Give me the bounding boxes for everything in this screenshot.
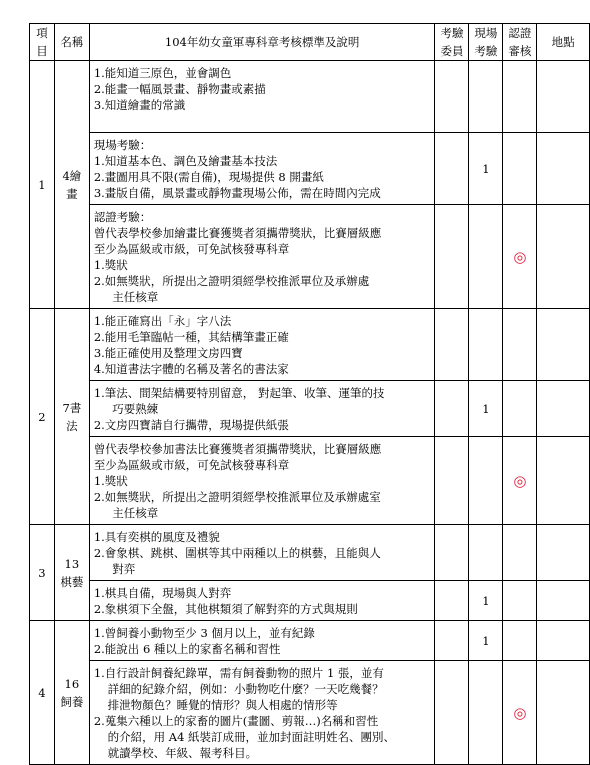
- criteria-line: 1.筆法、間架結構要特別留意， 對起筆、收筆、運筆的技: [93, 386, 385, 400]
- onsite-cell: [469, 661, 503, 765]
- criteria-cell: [89, 381, 435, 437]
- examiner-cell: [435, 581, 469, 621]
- criteria-line: 1.知道基本色、調色及繪畫基本技法: [93, 154, 278, 168]
- criteria-cell: [89, 205, 435, 309]
- criteria-line: 1.棋具自備，現場與人對弈: [93, 586, 232, 600]
- examiner-cell: [435, 309, 469, 381]
- criteria-line: 1.能正確寫出「永」字八法: [93, 314, 232, 328]
- examiner-cell: [435, 525, 469, 581]
- criteria-cell: [89, 437, 435, 525]
- criteria-line: 1.具有奕棋的風度及禮貌: [93, 530, 220, 544]
- onsite-cell: 1: [469, 381, 503, 437]
- row-index: 4: [30, 621, 55, 765]
- row-name: 16飼養: [54, 621, 89, 765]
- criteria-line: 2.文房四寶請自行攜帶，現場提供紙張: [93, 418, 289, 432]
- onsite-cell: 1: [469, 133, 503, 205]
- location-cell: [537, 661, 590, 765]
- header-title: 104年幼女童軍專科章考核標準及說明: [89, 24, 435, 61]
- criteria-line: 主任核章: [112, 506, 159, 520]
- location-cell: [537, 437, 590, 525]
- table-row: [30, 581, 590, 621]
- header-index: 項目: [30, 24, 55, 61]
- table-row: [30, 381, 590, 437]
- certify-cell: [503, 309, 537, 381]
- certify-cell: ◎: [503, 437, 537, 525]
- onsite-cell: [469, 437, 503, 525]
- criteria-line: 1.曾飼養小動物至少 3 個月以上，並有紀錄: [93, 626, 315, 640]
- location-cell: [537, 205, 590, 309]
- certify-cell: ◎: [503, 205, 537, 309]
- criteria-cell: [89, 133, 435, 205]
- location-cell: [537, 133, 590, 205]
- location-cell: [537, 381, 590, 437]
- criteria-line: 1.獎狀: [93, 474, 128, 488]
- table-row: [30, 525, 590, 581]
- onsite-cell: 1: [469, 581, 503, 621]
- location-cell: [537, 61, 590, 133]
- row-index: 1: [30, 61, 55, 309]
- criteria-cell: [89, 621, 435, 661]
- table-row: [30, 309, 590, 381]
- certify-cell: [503, 525, 537, 581]
- onsite-cell: [469, 525, 503, 581]
- criteria-line: 詳細的紀錄介紹，例如：小動物吃什麼？一天吃幾餐？: [107, 682, 384, 696]
- criteria-line: 巧要熟練: [112, 402, 159, 416]
- criteria-line: 曾代表學校參加書法比賽獲獎者須攜帶獎狀，比賽層級應: [93, 442, 382, 456]
- criteria-line: 2.畫圖用具不限(需自備)，現場提供 8 開畫紙: [93, 170, 324, 184]
- row-name: 13棋藝: [54, 525, 89, 621]
- row-index: 2: [30, 309, 55, 525]
- header-examiner: 考驗委員: [435, 24, 469, 61]
- criteria-line: 的介紹，用 A4 紙裝訂成冊，並加封面註明姓名、團別、: [107, 730, 396, 744]
- table-row: [30, 661, 590, 765]
- examiner-cell: [435, 621, 469, 661]
- criteria-line: 3.知道繪畫的常識: [93, 98, 186, 112]
- header-location: 地點: [537, 24, 590, 61]
- onsite-cell: [469, 205, 503, 309]
- examiner-cell: [435, 205, 469, 309]
- criteria-line: 2.能用毛筆臨帖一種，其結構筆畫正確: [93, 330, 289, 344]
- table-row: [30, 61, 590, 133]
- onsite-cell: 1: [469, 621, 503, 661]
- criteria-line: 至少為區級或市級，可免試核發專科章: [93, 458, 290, 472]
- location-cell: [537, 525, 590, 581]
- exam-criteria-table: [29, 23, 590, 765]
- criteria-line: 1.能知道三原色，並會調色: [93, 66, 232, 80]
- criteria-line: 2.蒐集六種以上的家畜的圖片(畫圖、剪報…)名稱和習性: [93, 714, 379, 728]
- examiner-cell: [435, 381, 469, 437]
- criteria-line: 認證考驗：: [93, 210, 152, 224]
- row-index: 3: [30, 525, 55, 621]
- header-name: 名稱: [54, 24, 89, 61]
- criteria-line: 3.畫版自備，風景畫或靜物畫現場公佈，需在時間內完成: [93, 186, 381, 200]
- onsite-cell: [469, 309, 503, 381]
- criteria-line: 2.如無獎狀，所提出之證明須經學校推派單位及承辦處: [93, 274, 370, 288]
- criteria-cell: [89, 581, 435, 621]
- criteria-line: 2.能畫一幅風景畫、靜物畫或素描: [93, 82, 266, 96]
- table-row: [30, 621, 590, 661]
- certify-cell: [503, 621, 537, 661]
- certify-cell: [503, 381, 537, 437]
- certify-cell: [503, 61, 537, 133]
- table-row: [30, 133, 590, 205]
- examiner-cell: [435, 133, 469, 205]
- examiner-cell: [435, 661, 469, 765]
- criteria-cell: [89, 61, 435, 133]
- criteria-line: 2.能說出 6 種以上的家畜名稱和習性: [93, 642, 281, 656]
- header-onsite: 現場考驗: [469, 24, 503, 61]
- certify-cell: ◎: [503, 661, 537, 765]
- criteria-line: 對弈: [112, 562, 136, 576]
- criteria-line: 排泄物顏色？睡覺的情形？與人相處的情形等: [107, 698, 338, 712]
- header-row: [30, 24, 590, 61]
- criteria-line: 3.能正確使用及整理文房四寶: [93, 346, 243, 360]
- criteria-cell: [89, 661, 435, 765]
- row-name: 7書法: [54, 309, 89, 525]
- row-name: 4繪畫: [54, 61, 89, 309]
- criteria-line: 現場考驗：: [93, 138, 152, 152]
- criteria-cell: [89, 309, 435, 381]
- criteria-line: 2.象棋須下全盤，其他棋類須了解對弈的方式與規則: [93, 602, 358, 616]
- criteria-line: 2.會象棋、跳棋、圍棋等其中兩種以上的棋藝，且能與人: [93, 546, 381, 560]
- location-cell: [537, 621, 590, 661]
- criteria-line: 4.知道書法字體的名稱及著名的書法家: [93, 362, 289, 376]
- criteria-line: 至少為區級或市級，可免試核發專科章: [93, 242, 290, 256]
- certify-cell: [503, 133, 537, 205]
- certify-cell: [503, 581, 537, 621]
- location-cell: [537, 309, 590, 381]
- location-cell: [537, 581, 590, 621]
- criteria-line: 就讀學校、年級、報考科目。: [107, 746, 258, 760]
- criteria-line: 主任核章: [112, 290, 159, 304]
- examiner-cell: [435, 61, 469, 133]
- criteria-line: 2.如無獎狀，所提出之證明須經學校推派單位及承辦處室: [93, 490, 381, 504]
- criteria-cell: [89, 525, 435, 581]
- criteria-line: 1.獎狀: [93, 258, 128, 272]
- examiner-cell: [435, 437, 469, 525]
- table-row: [30, 437, 590, 525]
- table-row: [30, 205, 590, 309]
- criteria-line: 1.自行設計飼養紀錄單，需有飼養動物的照片 1 張，並有: [93, 666, 384, 680]
- onsite-cell: [469, 61, 503, 133]
- criteria-line: 曾代表學校參加繪畫比賽獲獎者須攜帶獎狀，比賽層級應: [93, 226, 382, 240]
- header-certify: 認證審核: [503, 24, 537, 61]
